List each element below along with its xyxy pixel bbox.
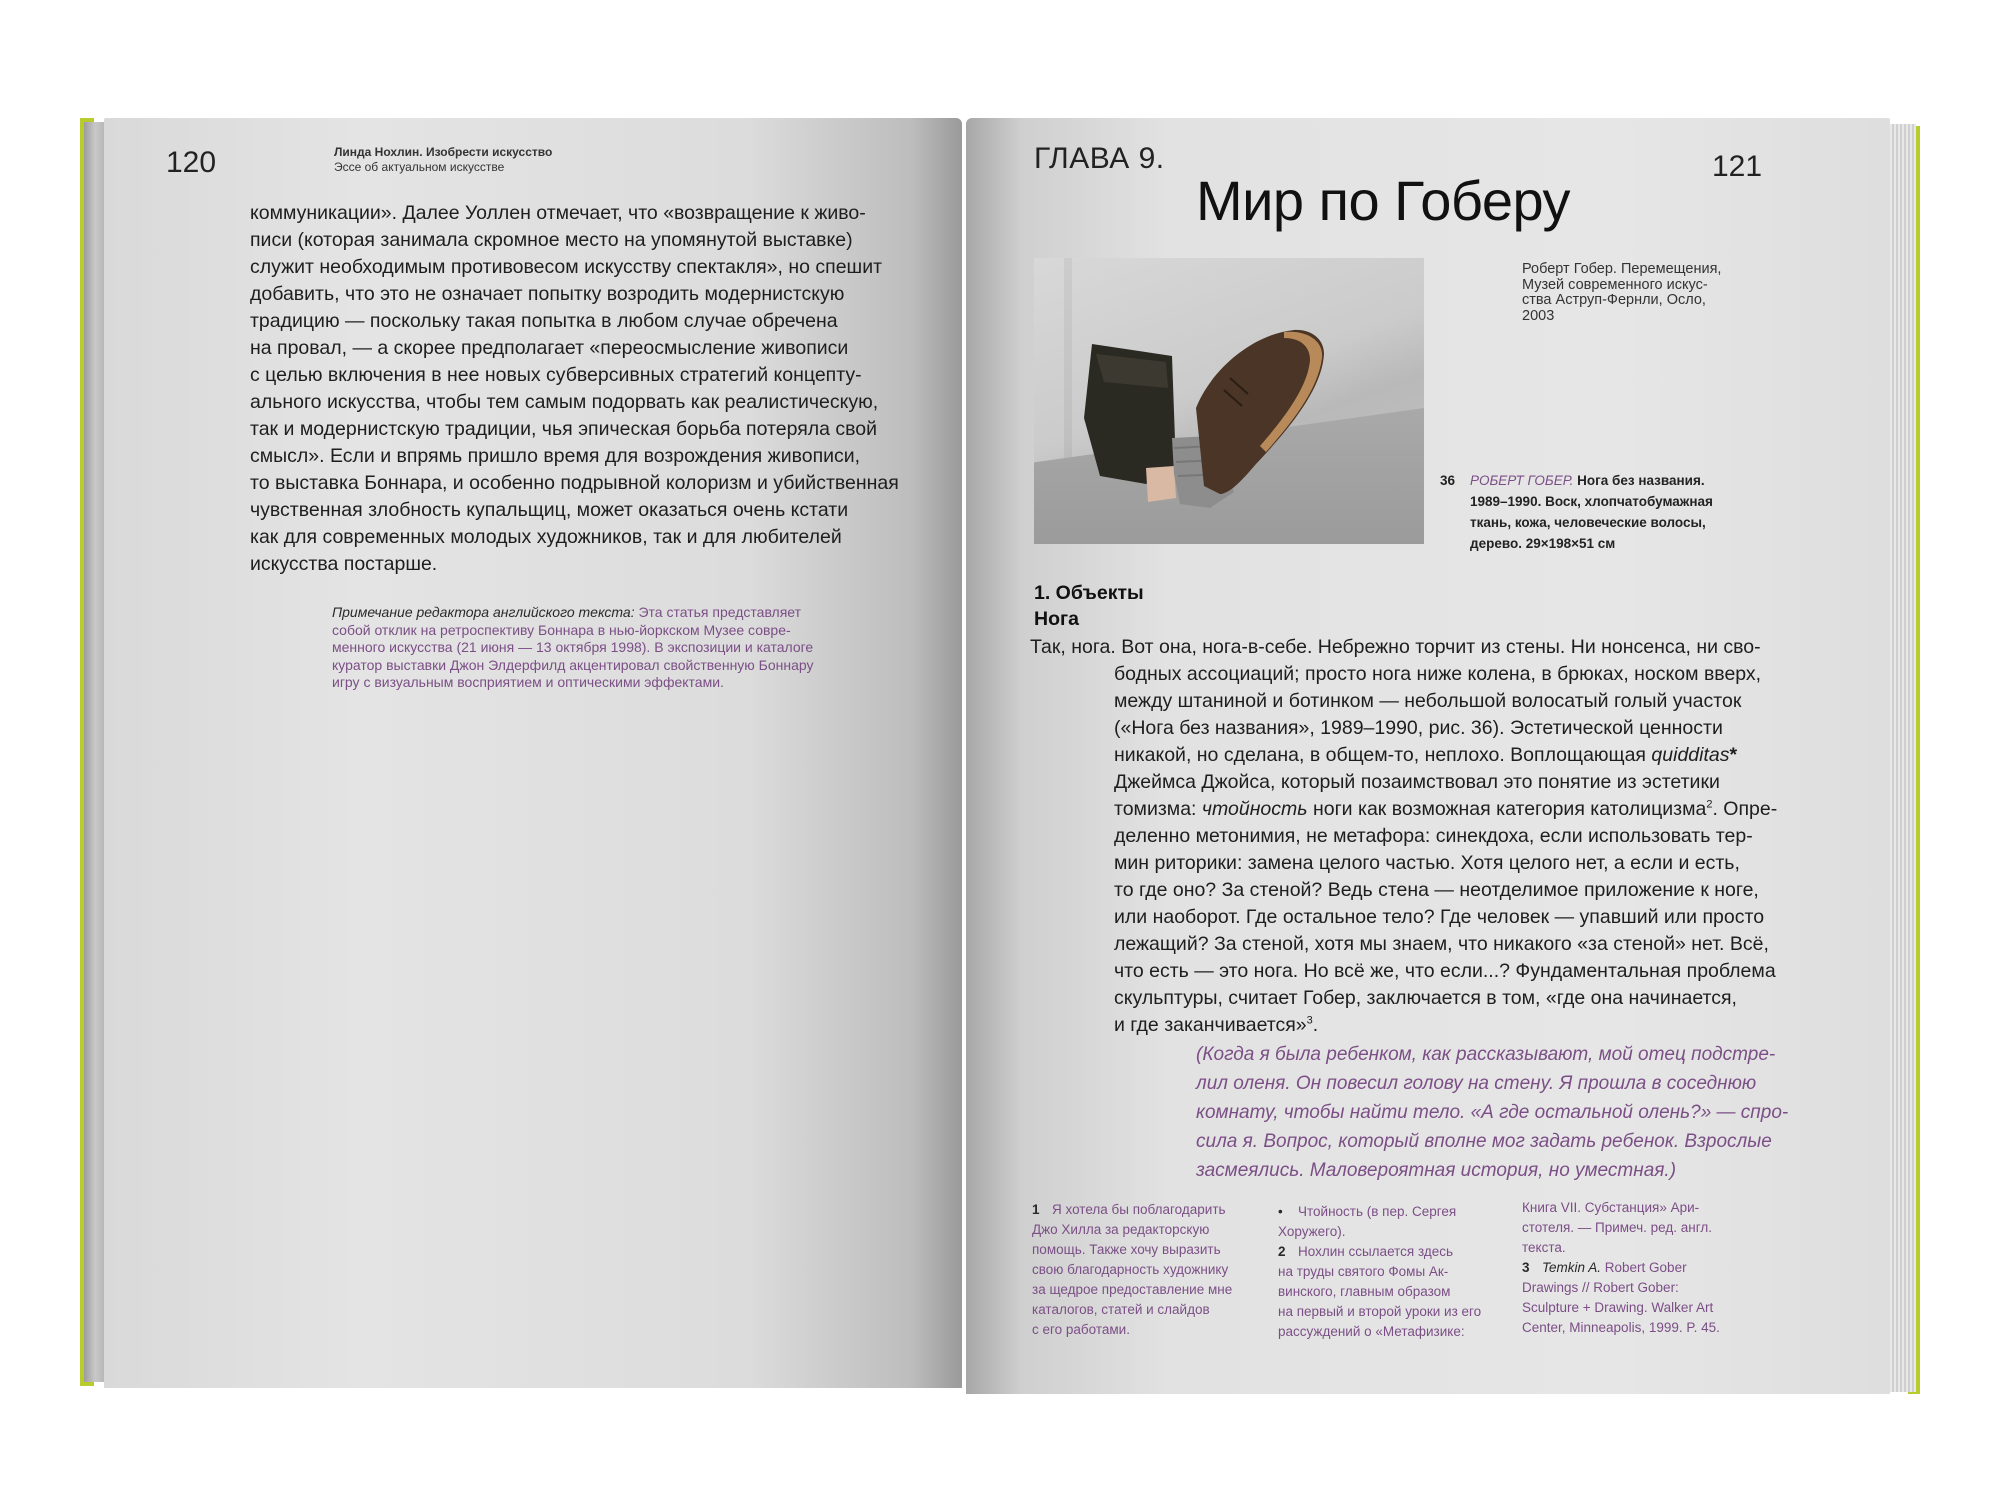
side-caption-line: 2003 [1522,307,1555,324]
footnote-line: Чтойность (в пер. Сергея [1298,1204,1457,1219]
footnote-line: текста. [1522,1240,1566,1255]
footnote-line: винского, главным образом [1278,1284,1451,1299]
quote-line: комнату, чтобы найти тело. «А где остальной олень?» — спро- [1196,1102,1789,1123]
italic-quote [1196,1040,1788,1185]
editor-note-first: Эта статья представляет [634,604,802,620]
footnote-author: Temkin A. [1542,1260,1602,1275]
editor-note-line: игру с визуальным восприятием и оптическими эффектами. [332,674,724,690]
footnote-star: * [1729,744,1738,766]
footnote-line: рассуждений о «Метафизике: [1278,1324,1465,1339]
text-line: Так, нога. Вот она, нога-в-себе. Небрежно торчит из стены. Ни нонсенса, ни сво- [1030,636,1761,658]
text-line: искусства постарше. [250,553,438,575]
editor-note-line: собой отклик на ретроспективу Боннара в нью-йоркском Музее совре- [332,621,791,638]
left-page-number: 120 [166,146,217,179]
editor-note-line: куратор выставки Джон Элдерфилд акцентировал свойственную Боннару [332,656,814,673]
figure-title: Нога без названия. [1573,473,1705,488]
quote-line: лил оленя. Он повесил голову на стену. Я прошла в соседнюю [1196,1073,1757,1094]
left-body-text [250,200,899,578]
text-line: между штаниной и ботинком — небольшой волосатый голый участок [1114,690,1742,712]
chapter-label: ГЛАВА 9. [1034,142,1165,175]
footnote-marker: 1 [1032,1202,1040,1217]
text-line: мин риторики: замена целого частью. Хотя целого нет, а если и есть, [1114,852,1740,874]
side-caption-line: Роберт Гобер. Перемещения, [1522,261,1722,277]
footnote-line: Drawings // Robert Gober: [1522,1280,1679,1295]
quote-line: засмеялись. Маловероятная история, но уместная.) [1196,1160,1677,1181]
text-line: писи (которая занимала скромное место на упомянутой выставке) [250,229,853,251]
italic-term: чтойность [1201,798,1308,820]
figure-caption-line: дерево. 29×198×51 см [1470,536,1616,551]
footnote-col-1 [1032,1200,1232,1340]
text-line: то выставка Боннара, и особенно подрывной колоризм и убийственная [250,472,899,494]
footnote-line: свою благодарность художнику [1032,1262,1229,1277]
text-line: традицию — поскольку такая попытка в любом случае обречена [250,310,838,332]
right-body-text [1030,634,1777,1039]
text-line: бодных ассоциаций; просто нога ниже колена, в брюках, носком вверх, [1114,663,1762,685]
text-line: деленно метонимия, не метафора: синекдоха, если использовать тер- [1114,825,1753,847]
chapter-title: Мир по Гоберу [1196,169,1570,232]
editor-note-label: Примечание редактора английского текста: [332,604,635,620]
footnote-line: помощь. Также хочу выразить [1032,1242,1221,1257]
text-line: томизма: [1114,798,1202,820]
editor-note [332,604,814,692]
text-line: что есть — это нога. Но всё же, что если...? Фундаментальная проблема [1114,960,1776,982]
quote-line: (Когда я была ребенком, как рассказывают, мой отец подстре- [1196,1044,1776,1065]
text-line: смысл». Если и впрямь пришло время для возрождения живописи, [250,445,861,467]
footnote-line: Нохлин ссылается здесь [1298,1244,1454,1259]
latin-term: quidditas [1651,744,1730,766]
right-page-number: 121 [1712,150,1763,183]
text-line: никакой, но сделана, в общем-то, неплохо. Воплощающая [1114,744,1652,766]
footnote-line: Джо Хилла за редакторскую [1032,1222,1210,1237]
text-line: так и модернистскую традиции, чья эпическая борьба потеряла свой [250,418,878,440]
figure-caption [1440,470,1713,554]
footnote-star-marker: • [1278,1204,1283,1219]
footnote-line: за щедрое предоставление мне [1032,1282,1233,1297]
footnote-ref: 3 [1306,1014,1313,1027]
side-caption-line: Музей современного искус- [1522,276,1708,293]
running-head-title: Линда Нохлин. Изобрести искусство [334,145,553,159]
footnote-line: на труды святого Фомы Ак- [1278,1264,1449,1279]
footnote-col-3 [1522,1198,1720,1338]
footnote-line: Sculpture + Drawing. Walker Art [1522,1300,1714,1315]
text-line: служит необходимым противовесом искусству спектакля», но спешит [250,256,883,278]
figure-caption-line: ткань, кожа, человеческие волосы, [1470,515,1706,530]
text-line: коммуникации». Далее Уоллен отмечает, что «возвращение к живо- [250,202,866,224]
text-line: . [1312,1014,1319,1036]
side-caption [1522,262,1721,324]
text-line: чувственная злобность купальщиц, может оказаться очень кстати [250,499,849,521]
figure-artist: РОБЕРТ ГОБЕР. [1470,473,1574,488]
leg-sculpture-illustration [1034,258,1424,544]
footnote-col-2 [1278,1202,1481,1342]
footnote-marker: 3 [1522,1260,1530,1275]
footnote-line: стотеля. — Примеч. ред. англ. [1522,1220,1712,1235]
figure-caption-line: 1989–1990. Воск, хлопчатобумажная [1470,494,1713,509]
section-heading: 1. Объекты [1034,582,1144,604]
footnote-line: Robert Gober [1601,1260,1687,1275]
figure-number: 36 [1440,473,1456,488]
left-page [104,118,962,1388]
footnote-line: каталогов, статей и слайдов [1032,1302,1210,1317]
text-line: ального искусства, чтобы тем самым подорвать как реалистическую, [250,391,879,413]
footnote-line: Я хотела бы поблагодарить [1052,1202,1226,1217]
footnote-line: Center, Minneapolis, 1999. P. 45. [1522,1320,1720,1335]
text-line: на провал, — а скорее предполагает «переосмысление живописи [250,337,849,359]
footnote-marker: 2 [1278,1244,1286,1259]
footnote-line: Книга VII. Субстанция» Ари- [1522,1200,1700,1215]
text-line: . Опре- [1712,798,1778,820]
running-head [334,145,552,175]
side-caption-line: ства Аструп-Фернли, Осло, [1522,292,1706,308]
text-line: Джеймса Джойса, который позаимствовал это понятие из эстетики [1114,771,1720,793]
text-line: ноги как возможная категория католицизма [1307,798,1707,820]
running-head-subtitle: Эссе об актуальном искусстве [334,160,505,174]
text-line: («Нога без названия», 1989–1990, рис. 36). Эстетической ценности [1114,717,1723,739]
footnote-line: с его работами. [1032,1322,1130,1337]
text-line: как для современных молодых художников, так и для любителей [250,526,842,548]
text-line: лежащий? За стеной, хотя мы знаем, что никакого «за стеной» нет. Всё, [1114,933,1769,955]
footnote-ref: 2 [1706,798,1713,811]
text-line: или наоборот. Где остальное тело? Где человек — упавший или просто [1114,906,1765,928]
text-line: то где оно? За стеной? Ведь стена — неотделимое приложение к ноге, [1114,879,1759,901]
leg-sculpture-photo [1034,258,1424,544]
text-line: с целью включения в нее новых субверсивных стратегий концепту- [250,364,862,386]
text-line: и где заканчивается» [1114,1014,1307,1036]
quote-line: сила я. Вопрос, который вполне мог задать ребенок. Взрослые [1196,1131,1772,1152]
text-line: скульптуры, считает Гобер, заключается в том, «где она начинается, [1114,987,1737,1009]
footnote-line: Хоружего). [1278,1224,1346,1239]
subsection-heading: Нога [1034,608,1079,630]
editor-note-line: менного искусства (21 июня — 13 октября 1998). В экспозиции и каталоге [332,639,814,655]
footnote-line: на первый и второй уроки из его [1278,1304,1482,1319]
text-line: добавить, что это не означает попытку возродить модернистскую [250,283,845,305]
